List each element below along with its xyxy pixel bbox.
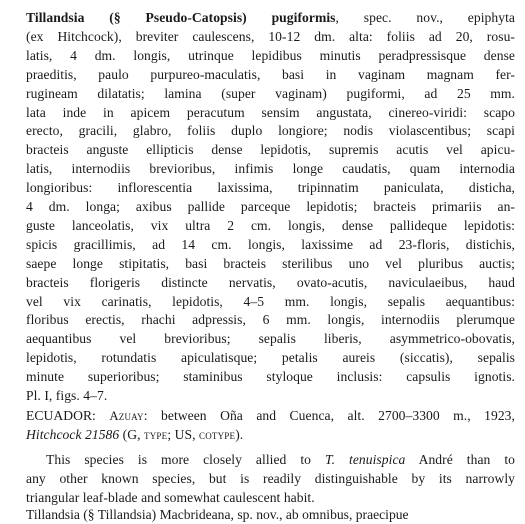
cutoff-line-text: Tillandsia (§ Tillandsia) Macbrideana, sp. nov., ab omnibus, praecipue bbox=[26, 507, 409, 522]
specimen-text-run: ; US, bbox=[167, 426, 199, 442]
paragraph1-text-run: Tillandsia (§ Pseudo-Catopsis) pugiformis bbox=[26, 10, 336, 25]
paragraph2-text-run: any other known species, but is readily distinguishable by its narrowly bbox=[26, 470, 515, 486]
paragraph2-text-run: This species is more closely allied to bbox=[46, 452, 325, 467]
paragraph1-text-run: guste lanceolatis, vix ultra 2 cm. longis, dense pallideque lepidotis: bbox=[26, 217, 515, 233]
paragraph2-line bbox=[46, 450, 515, 469]
paragraph1-line bbox=[26, 65, 515, 84]
paragraph2-text-run: triangular leaf-blade and somewhat caulescent habit. bbox=[26, 489, 315, 505]
paragraph1-text-run: (ex Hitchcock), breviter caulescens, 10-12 dm. alta: foliis ad 20, rosu- bbox=[26, 28, 515, 44]
paragraph1-line bbox=[26, 235, 515, 254]
paragraph1-line bbox=[26, 310, 515, 329]
paragraph1-text-run: minute superioribus; staminibus styloque inclusis: capsulis ignotis. bbox=[26, 369, 515, 385]
specimen-text-run: ). bbox=[235, 426, 244, 442]
specimen-text-run: ECUADOR: bbox=[26, 408, 110, 423]
paragraph2-text-run: T. tenuispica bbox=[325, 452, 406, 467]
paragraph1-text-run: saepe longe stipitatis, basi bracteis sterilibus uno vel pluribus auctis; bbox=[26, 255, 515, 271]
paragraph1-line bbox=[26, 159, 515, 178]
next-entry-cutoff-line bbox=[26, 497, 515, 522]
paragraph1-line bbox=[26, 46, 515, 65]
paragraph1-text-run: latis, internodiis brevioribus, infimis longe caudatis, quam internodia bbox=[26, 161, 515, 177]
paragraph1-text-run: vel vix carinatis, lepidotis, 4–5 mm. longis, sepalis aequantibus: bbox=[26, 293, 515, 309]
paragraph1-line bbox=[26, 103, 515, 122]
paragraph1-line bbox=[26, 197, 515, 216]
specimen-text-run: Hitchcock 21586 bbox=[26, 426, 120, 442]
paragraph2-line bbox=[26, 469, 515, 488]
paragraph1-line bbox=[26, 84, 515, 103]
paragraph1-text-run: bracteis florigeris distincte nervatis, ovato-acutis, naviculaeibus, haud bbox=[26, 274, 515, 290]
specimen-text-run: type bbox=[144, 427, 168, 442]
paragraph1-line bbox=[26, 386, 515, 405]
paragraph1-line bbox=[26, 292, 515, 311]
paragraph1-line bbox=[26, 329, 515, 348]
paragraph1-line bbox=[26, 273, 515, 292]
paragraph1-text-run: longioribus: inflorescentia laxissima, tripinnatim paniculata, disticha, bbox=[26, 180, 515, 196]
paragraph1-line bbox=[26, 27, 515, 46]
paragraph1-text-run: aequantibus vel brevioribus; sepalis liberis, asymmetrico-obovatis, bbox=[26, 331, 515, 347]
paragraph1-text-run: rugineam dilatatis; lamina (super vaginam) pugiformi, ad 25 mm. bbox=[26, 85, 515, 101]
specimen-text-run: Azuay bbox=[109, 409, 144, 423]
paragraph1-line bbox=[26, 121, 515, 140]
paragraph1-text-run: bracteis anguste ellipticis dense lepidotis, supremis acutis vel apicu- bbox=[26, 142, 515, 158]
specimen-text-run: (G, bbox=[119, 426, 145, 442]
paragraph1-text-run: 4 dm. longa; axibus pallide parceque lepidotis; bracteis primariis an- bbox=[26, 199, 515, 214]
paragraph1-text-run: floribus erectis, rhachi adpressis, 6 mm. longis, internodiis plerumque bbox=[26, 312, 515, 328]
paragraph1-line bbox=[26, 8, 515, 27]
paragraph1-line bbox=[26, 178, 515, 197]
paragraph1-line bbox=[26, 367, 515, 386]
paragraph1-line bbox=[26, 348, 515, 367]
paragraph1-line bbox=[26, 254, 515, 273]
paragraph1-text-run: Pl. I, figs. 4–7. bbox=[26, 388, 108, 403]
paragraph1-text-run: , spec. nov., epiphyta bbox=[335, 10, 515, 25]
paragraph1-text-run: praeditis, paulo purpureo-maculatis, basi in vaginam magnam fer- bbox=[26, 66, 515, 82]
paragraph2-text-run: André than to bbox=[405, 452, 516, 467]
specimen-text-run: : between Oña and Cuenca, alt. 2700–3300 m., 1923, bbox=[143, 408, 515, 423]
specimen-line bbox=[26, 406, 515, 426]
paragraph1-line bbox=[26, 140, 515, 159]
paragraph1-text-run: latis, 4 dm. longis, utrinque lepidibus minutis peradpressisque dense bbox=[26, 47, 515, 63]
specimen-line bbox=[26, 425, 515, 445]
specimen-text-run: cotype bbox=[199, 427, 236, 442]
paragraph1-line bbox=[26, 216, 515, 235]
paragraph1-text-run: erecto, gracili, glabro, foliis duplo longiore; nodis violascentibus; scapi bbox=[26, 123, 515, 139]
paragraph1-text-run: lepidotis, rotundatis apiculatisque; petalis aureis (siccatis), sepalis bbox=[26, 350, 515, 366]
paragraph1-text-run: lata inde in apicem peracutum sensim angustata, cinereo-viridi: scapo bbox=[26, 104, 515, 120]
paragraph1-text-run: spicis gracillimis, ad 14 cm. longis, laxissime ad 23-floris, distichis, bbox=[26, 236, 515, 252]
